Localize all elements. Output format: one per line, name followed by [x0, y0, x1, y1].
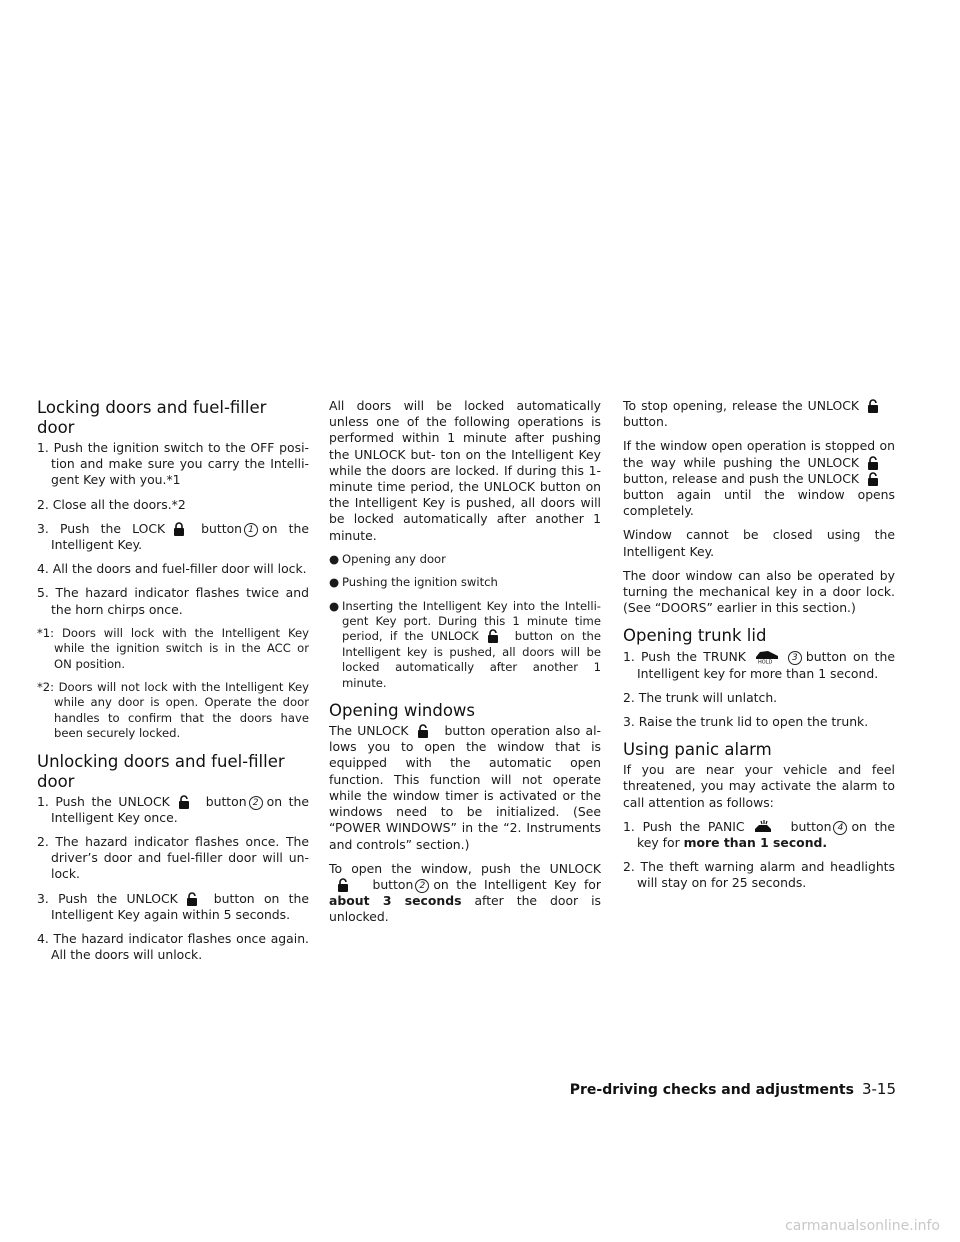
windows-paragraph-6: The door window can also be operated by turning the mechanical key in a door lock. (See “DOORS” earlier in this section.) [623, 567, 895, 616]
marker-4: 4 [833, 821, 847, 835]
bullet-item: ● Inserting the Intelligent Key into the Intelli- gent Key port. During this 1 minute time period, if the UNLOCK button on the Intelligent key is pushed, all doors will be locked automatically after another 1 minute. [329, 598, 601, 690]
lock-step-4: 4. All the doors and fuel-filler door will lock. [37, 561, 307, 577]
trunk-step-1: 1. Push the TRUNK HOLD 3 button on the Intelligent key for more than 1 second. [623, 649, 896, 681]
trunk-icon [754, 648, 780, 664]
section-title-locking: Locking doors and fuel-filler door [37, 398, 267, 437]
windows-paragraph-5: Window cannot be closed using the Intelligent Key. [623, 527, 895, 559]
trunk-icon-label: HOLD [757, 659, 773, 665]
unlock-icon [867, 456, 879, 470]
lock-icon [173, 522, 185, 536]
windows-paragraph-2: To open the window, push the UNLOCK button 2 on the Intelligent Key for about 3 seconds after the door is unlocked. [329, 860, 601, 925]
watermark: carmanualsonline.info [785, 1218, 940, 1234]
bullet-item: ● Opening any door [329, 551, 446, 566]
panic-intro: If you are near your vehicle and feel threatened, you may activate the alarm to call attention as follows: [623, 762, 895, 810]
note-1: *1: Doors will lock with the Intelligent Key while the ignition switch is in the ACC or ON position. [37, 625, 309, 671]
windows-paragraph-3: To stop opening, release the UNLOCK button. [623, 398, 895, 430]
unlock-icon [487, 629, 499, 643]
unlock-icon [867, 472, 879, 486]
column-3 [623, 398, 895, 900]
lock-step-5: 5. The hazard indicator flashes twice and the horn chirps once. [37, 585, 309, 617]
unlock-icon [417, 724, 429, 738]
section-title-windows: Opening windows [329, 701, 476, 721]
unlock-step-2: 2. The hazard indicator flashes once. The driver’s door and fuel-filler door will un- lock. [37, 834, 309, 882]
column-1 [37, 398, 309, 972]
trunk-step-3: 3. Raise the trunk lid to open the trunk. [623, 714, 869, 730]
page-number: 3-15 [861, 1080, 896, 1098]
lock-step-1: 1. Push the ignition switch to the OFF posi- tion and make sure you carry the Intelli- gent Key with you.*1 [37, 440, 309, 488]
windows-paragraph-1: The UNLOCK button operation also al- lows you to open the window that is equipped with the automatic open function. This function will not operate while the window timer is activated or the windows need to be initialized. (See “POWER WINDOWS” in the “2. Instruments and controls” section.) [329, 723, 601, 852]
footer-section-title: Pre-driving checks and adjustments [569, 1082, 854, 1098]
column-2 [329, 398, 601, 934]
lock-step-3: 3. Push the LOCK button 1 on the Intelligent Key. [37, 520, 309, 553]
unlock-icon [337, 878, 349, 892]
marker-2: 2 [249, 796, 263, 810]
note-2: *2: Doors will not lock with the Intelligent Key while any door is open. Operate the door handles to confirm that the doors have been securely locked. [37, 680, 309, 741]
section-title-unlocking: Unlocking doors and fuel-filler door [37, 751, 285, 791]
panic-step-2: 2. The theft warning alarm and headlights will stay on for 25 seconds. [623, 859, 895, 891]
page-footer [0, 1080, 896, 1098]
trunk-step-2: 2. The trunk will unlatch. [623, 689, 778, 705]
unlock-icon [186, 892, 198, 906]
section-title-panic: Using panic alarm [623, 740, 772, 760]
unlock-icon [867, 399, 879, 413]
unlock-step-3: 3. Push the UNLOCK button on the Intelligent Key again within 5 seconds. [37, 890, 310, 922]
marker-3: 3 [788, 651, 802, 665]
marker-2: 2 [415, 879, 429, 893]
unlock-step-4: 4. The hazard indicator flashes once again. All the doors will unlock. [37, 931, 309, 963]
bullet-item: ● Pushing the ignition switch [329, 575, 498, 590]
section-title-trunk: Opening trunk lid [623, 626, 767, 646]
panic-icon [753, 820, 775, 834]
auto-lock-intro: All doors will be locked automatically unless one of the following operations is performed within 1 minute after pushing the UNLOCK but- ton on the Intelligent Key while the doors are locked. If during this 1-minute time period, the UNLOCK button on the Intelligent Key is pushed, all doors will be locked automatically after another 1 minute. [329, 398, 601, 543]
lock-step-2: 2. Close all the doors.*2 [37, 496, 186, 512]
unlock-icon [178, 795, 190, 809]
marker-1: 1 [244, 523, 258, 537]
unlock-step-1: 1. Push the UNLOCK button 2 on the Intelligent Key once. [37, 793, 309, 825]
windows-paragraph-4: If the window open operation is stopped on the way while pushing the UNLOCK button, release and push the UNLOCK button again until the window opens completely. [623, 438, 895, 519]
panic-step-1: 1. Push the PANIC button 4 on the key for more than 1 second. [623, 818, 895, 851]
